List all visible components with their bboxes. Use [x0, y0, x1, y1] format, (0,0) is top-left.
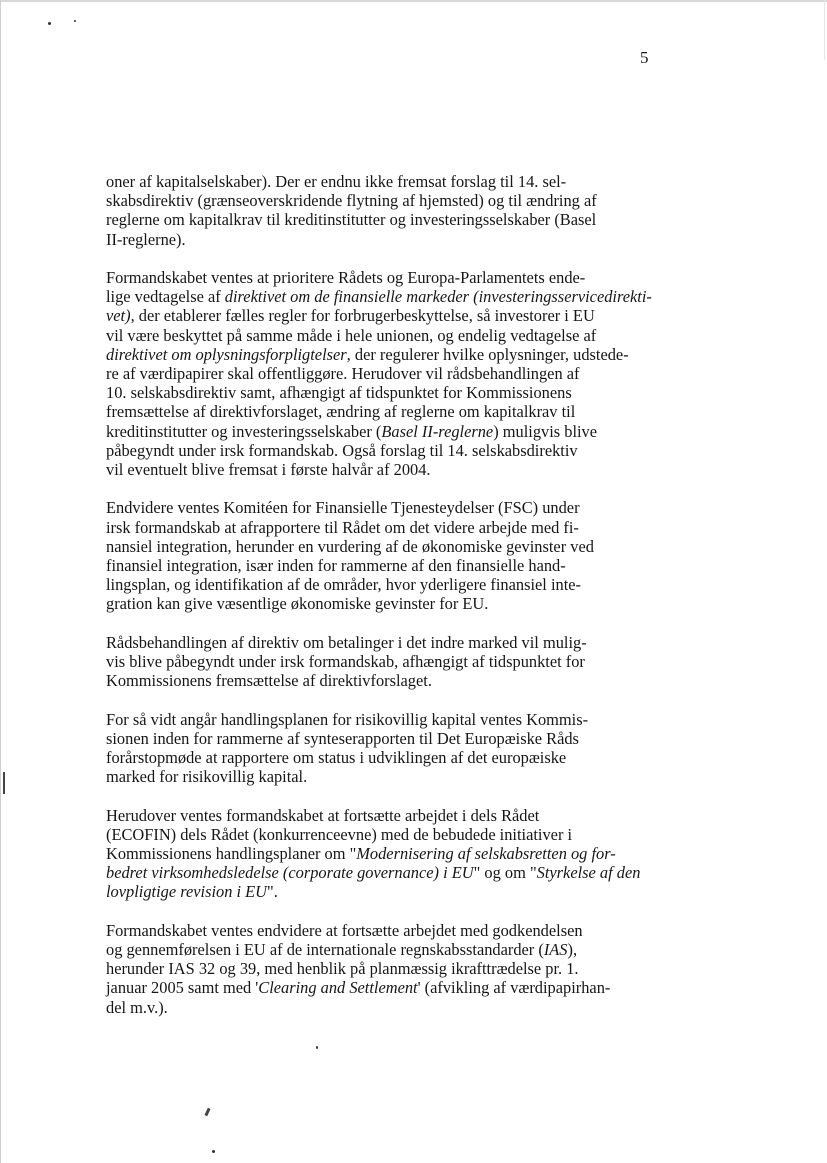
text-line — [106, 959, 626, 978]
text-line — [106, 671, 626, 690]
text-segment: ) muligvis blive — [493, 421, 598, 441]
italic-text: vet) — [106, 306, 131, 326]
italic-text: Clearing and Settlement — [258, 978, 418, 998]
text-segment: lige vedtagelse af — [106, 287, 225, 307]
text-line — [106, 825, 626, 844]
text-line — [106, 863, 641, 883]
text-segment: forårstopmøde at rapportere om status i udviklingen af det europæiske — [106, 748, 567, 768]
text-segment: Endvidere ventes Komitéen for Finansielle Tjenesteydelser (FSC) under — [106, 498, 580, 518]
text-segment: lingsplan, og identifikation af de områder, hvor yderligere finansiel inte- — [106, 575, 581, 595]
paragraph — [106, 268, 652, 480]
text-line — [106, 806, 626, 825]
text-line — [106, 729, 626, 748]
text-segment: finansiel integration, især inden for rammerne af den finansielle hand- — [106, 556, 566, 576]
scan-speck — [212, 1150, 215, 1153]
text-segment: irsk formandskab at afrapportere til Rådet om det videre arbejde med fi- — [106, 517, 579, 537]
paragraph — [106, 710, 626, 787]
text-segment: , der regulerer hvilke oplysninger, udstede- — [346, 344, 629, 364]
italic-text: bedret virksomhedsledelse (corporate governance) i EU — [106, 863, 474, 883]
scan-speck — [74, 20, 76, 22]
text-line — [106, 633, 626, 652]
text-line — [106, 191, 626, 210]
text-segment: vis blive påbegyndt under irsk formandskab, afhængigt af tidspunktet for — [106, 652, 585, 672]
italic-text: direktivet om de finansielle markeder (investeringsservicedirekti- — [224, 287, 652, 307]
text-line — [106, 230, 626, 249]
text-line — [106, 710, 626, 729]
text-line — [106, 498, 626, 517]
text-line — [106, 921, 626, 940]
italic-text: Basel II-reglerne — [381, 421, 494, 441]
text-line — [106, 422, 626, 441]
text-segment: fremsættelse af direktivforslaget, ændring af reglerne om kapitalkrav til — [106, 402, 576, 422]
text-segment: marked for risikovillig kapital. — [106, 767, 308, 787]
text-segment: oner af kapitalselskaber). Der er endnu ikke fremsat forslag til 14. sel- — [106, 172, 567, 191]
text-line — [106, 172, 626, 191]
text-line — [106, 767, 626, 786]
italic-text: lovpligtige revision i EU — [106, 882, 267, 902]
text-line — [106, 748, 626, 767]
text-line — [106, 460, 626, 479]
text-segment: ". — [267, 882, 278, 902]
text-line — [106, 287, 652, 307]
text-line — [106, 383, 626, 402]
scan-margin-mark — [3, 772, 5, 794]
paragraph — [106, 172, 626, 249]
text-line — [106, 306, 626, 325]
scan-left-edge — [0, 0, 1, 1163]
text-line — [106, 344, 629, 364]
text-segment: herunder IAS 32 og 39, med henblik på planmæssig ikrafttrædelse pr. 1. — [106, 959, 579, 979]
text-segment: gration kan give væsentlige økonomiske gevinster for EU. — [106, 594, 489, 614]
scan-top-edge — [0, 0, 827, 2]
italic-text: direktivet om oplysningsforpligtelser — [106, 344, 347, 364]
body-text — [106, 172, 652, 1036]
text-segment: ), — [567, 940, 578, 960]
text-segment: vil være beskyttet på samme måde i hele unionen, og endelig vedtagelse af — [106, 325, 597, 345]
text-segment: påbegyndt under irsk formandskab. Også forslag til 14. selskabsdirektiv — [106, 440, 578, 460]
text-line — [106, 940, 626, 959]
text-line — [106, 844, 626, 863]
scan-margin-mark — [204, 1108, 210, 1117]
paragraph — [106, 805, 641, 902]
text-line — [106, 978, 626, 997]
italic-text: Modernisering af selskabsretten og for- — [356, 844, 616, 864]
page-number: 5 — [640, 48, 649, 67]
text-line — [106, 594, 626, 613]
text-segment: Herudover ventes formandskabet at fortsætte arbejdet i dels Rådet — [106, 805, 540, 825]
text-segment: vil eventuelt blive fremsat i første halvår af 2004. — [106, 460, 431, 480]
text-segment: " og om " — [473, 863, 537, 883]
text-segment: Formandskabet ventes endvidere at fortsætte arbejdet med godkendelsen — [106, 920, 583, 940]
text-line — [106, 652, 626, 671]
text-segment: kreditinstitutter og investeringsselskaber ( — [106, 421, 382, 441]
text-segment: Kommissionens handlingsplaner om " — [106, 844, 357, 864]
text-segment: 10. selskabsdirektiv samt, afhængigt af tidspunktet for Kommissionens — [106, 383, 572, 403]
text-line — [106, 210, 626, 229]
text-segment: Rådsbehandlingen af direktiv om betalinger i det indre marked vil mulig- — [106, 632, 587, 652]
text-segment: skabsdirektiv (grænseoverskridende flytning af hjemsted) og til ændring af — [106, 191, 597, 211]
italic-text: IAS — [543, 940, 568, 960]
text-segment: reglerne om kapitalkrav til kreditinstitutter og investeringsselskaber (Basel — [106, 210, 597, 230]
text-segment: del m.v.). — [106, 997, 168, 1017]
paragraph — [106, 921, 626, 1017]
text-segment: ' (afvikling af værdipapirhan- — [417, 978, 611, 998]
text-line — [106, 882, 626, 901]
text-segment: Formandskabet ventes at prioritere Rådets og Europa-Parlamentets ende- — [106, 268, 586, 287]
text-segment: nansiel integration, herunder en vurdering af de økonomiske gevinster ved — [106, 536, 594, 556]
text-line — [106, 402, 626, 421]
text-segment: januar 2005 samt med ' — [106, 978, 259, 998]
text-segment: For så vidt angår handlingsplanen for risikovillig kapital ventes Kommis- — [106, 709, 589, 729]
text-segment: og gennemførelsen i EU af de internationale regnskabsstandarder ( — [106, 940, 544, 960]
paragraph — [106, 633, 626, 691]
text-line — [106, 556, 626, 575]
scan-speck — [316, 1046, 318, 1049]
text-segment: (ECOFIN) dels Rådet (konkurrenceevne) med de bebudede initiativer i — [106, 824, 573, 844]
text-segment: re af værdipapirer skal offentliggøre. Herudover vil rådsbehandlingen af — [106, 364, 580, 384]
text-segment: II-reglerne). — [106, 229, 186, 249]
scan-speck — [48, 22, 51, 25]
text-segment: , der etablerer fælles regler for forbrugerbeskyttelse, så investorer i EU — [130, 306, 595, 326]
text-segment: sionen inden for rammerne af synteserapporten til Det Europæiske Råds — [106, 728, 579, 748]
text-line — [106, 364, 626, 383]
text-line — [106, 998, 626, 1017]
text-line — [106, 326, 626, 345]
paragraph — [106, 498, 626, 613]
text-line — [106, 441, 626, 460]
text-line — [106, 537, 626, 556]
text-line — [106, 518, 626, 537]
text-segment: Kommissionens fremsættelse af direktivforslaget. — [106, 671, 432, 691]
scan-right-edge — [824, 0, 825, 60]
italic-text: Styrkelse af den — [536, 863, 641, 883]
text-line — [106, 575, 626, 594]
text-line — [106, 268, 626, 287]
